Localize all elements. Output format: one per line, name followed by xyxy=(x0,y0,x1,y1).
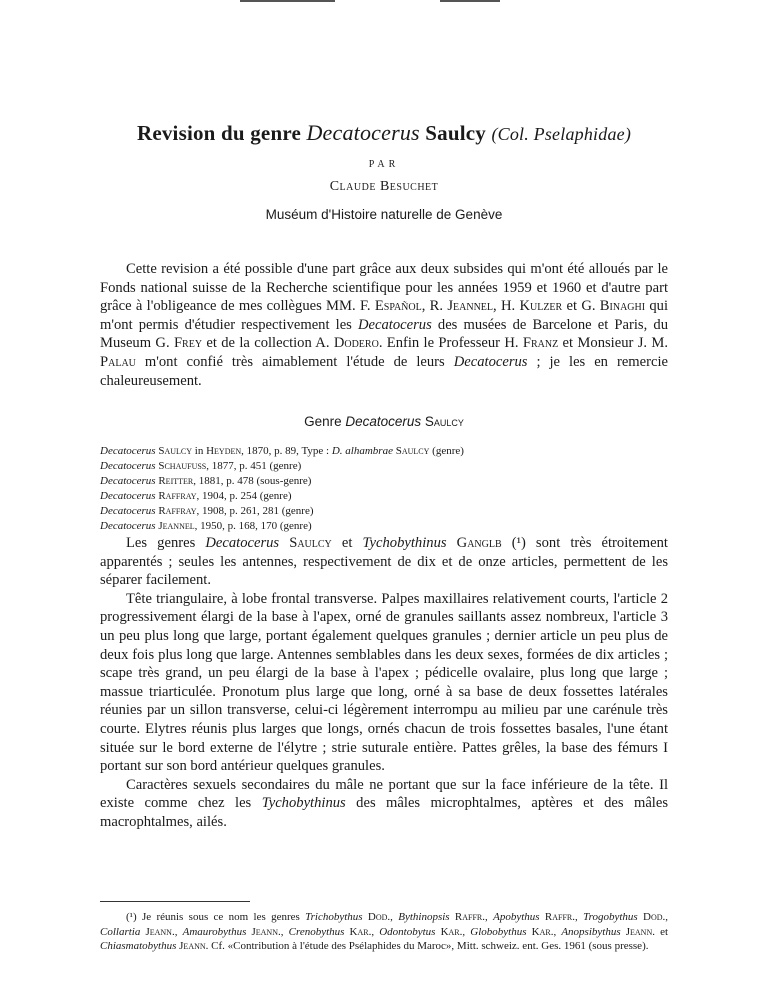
genus-description xyxy=(100,534,668,832)
synonymy-entry: Decatocerus Schaufuss, 1877, p. 451 (genre) xyxy=(100,459,302,472)
footnote-rule xyxy=(100,901,250,902)
body-paragraph-3: Caractères sexuels secondaires du mâle ne portant que sur la face inférieure de la tête. Il existe comme chez les Tychobythinus des mâles microphtalmes, aptères et des mâles macrophtalmes, ailés. xyxy=(100,776,669,830)
footnote: (¹) Je réunis sous ce nom les genres Trichobythus Dod., Bythinopsis Raffr., Apobythus Raffr., Trogobythus Dod., Collartia Jeann., Amaurobythus Jeann., Crenobythus Kar., Odontobytus Kar., Globobythus Kar., Anopsibythus Jeann. et Chiasmatobythus Jeann. Cf. «Contribution à l'étude des Psélaphides du Maroc», Mitt. schweiz. ent. Ges. 1961 (sous presse). xyxy=(100,911,669,952)
genre-heading: Genre Decatocerus Saulcy xyxy=(304,414,464,429)
byline-institution: Muséum d'Histoire naturelle de Genève xyxy=(265,207,503,222)
intro-paragraph: Cette revision a été possible d'une part grâce aux deux subsides qui m'ont été alloués par le Fonds national suisse de la Recherche scientifique pour les années 1959 et 1960 et d'autre part grâce à l'obligeance de mes collègues MM. F. Español, R. Jeannel, H. Kulzer et G. Binaghi qui m'ont permis d'étudier respectivement les Decatocerus des musées de Barcelone et Paris, du Museum G. Frey et de la collection A. Dodero. Enfin le Professeur H. Franz et Monsieur J. M. Palau m'ont confié très aimablement l'étude de leurs Decatocerus ; je les en remercie chaleureusement. xyxy=(100,261,669,389)
synonymy-entry: Decatocerus Raffray, 1908, p. 261, 281 (genre) xyxy=(100,504,314,517)
byline-par: PAR xyxy=(368,159,400,170)
synonymy-list xyxy=(100,444,668,533)
title-main: Revision du genre xyxy=(136,121,301,145)
body-paragraph-1: Les genres Decatocerus Saulcy et Tychobythinus Ganglb (¹) sont très étroitement apparentés ; seules les antennes, respectivement de dix et de onze articles, permettent de les séparer facilement. xyxy=(100,535,668,589)
article-title xyxy=(0,120,768,146)
synonymy-entry: Decatocerus Jeannel, 1950, p. 168, 170 (genre) xyxy=(100,519,312,532)
synonymy-entry: Decatocerus Reitter, 1881, p. 478 (sous-genre) xyxy=(100,474,312,487)
synonymy-entry: Decatocerus Raffray, 1904, p. 254 (genre) xyxy=(100,489,292,502)
top-rule-right xyxy=(440,0,500,2)
top-rule-left xyxy=(240,0,335,2)
title-genus: Decatocerus xyxy=(306,120,420,145)
body-paragraph-2: Tête triangulaire, à lobe frontal transverse. Palpes maxillaires relativement courts, l'article 2 progressivement élargi de la base à l'apex, orné de granules saillants assez nombreux, l'article 3 un peu plus long que large, portant également quelques granules ; dernier article un peu plus de deux fois plus long que large. Antennes semblables dans les deux sexes, formées de dix articles ; scape très grand, un peu élargi de la base à l'apex ; pédicelle ovalaire, plus long que large ; massue triarticulée. Pronotum plus large que long, orné à sa base de deux fossettes latérales réunies par un sillon transverse, celui-ci légèrement interrompu au milieu par une carénule très courte. Elytres réunis plus larges que longs, ornés chacun de trois fossettes basales, l'une étant située sur le bord externe de l'élytre ; strie suturale entière. Pattes grêles, la base des fémurs I portant sur son bord antérieur quelques granules. xyxy=(100,590,668,775)
title-family: (Col. Pselaphidae) xyxy=(491,124,632,144)
byline-author: Claude Besuchet xyxy=(329,179,439,194)
title-author: Saulcy xyxy=(425,121,486,145)
synonymy-entry: Decatocerus Saulcy in Heyden, 1870, p. 89, Type : D. alhambrae Saulcy (genre) xyxy=(100,445,464,457)
